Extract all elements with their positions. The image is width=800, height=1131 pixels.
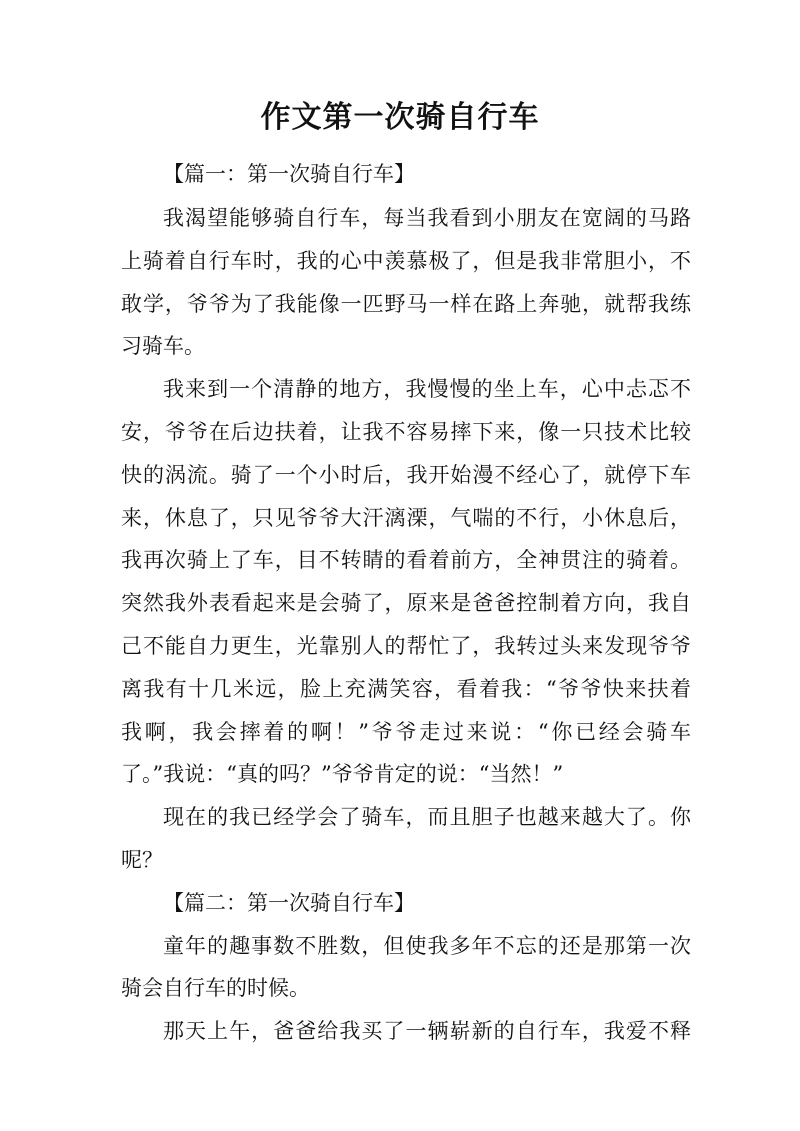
- paragraph-line: 离我有十几米远，脸上充满笑容，看着我：“爷爷快来扶着: [121, 677, 691, 701]
- paragraph-line: 了。”我说：“真的吗？”爷爷肯定的说：“当然！”: [121, 762, 564, 786]
- paragraph-line: 现在的我已经学会了骑车，而且胆子也越来越大了。你: [163, 805, 691, 829]
- paragraph-line: 我啊，我会摔着的啊！”爷爷走过来说：“你已经会骑车: [121, 720, 691, 744]
- paragraph-line: 我来到一个清静的地方，我慢慢的坐上车，心中忐忑不: [163, 377, 691, 401]
- paragraph-line: 那天上午，爸爸给我买了一辆崭新的自行车，我爱不释: [163, 1019, 691, 1043]
- document-title: 作文第一次骑自行车: [260, 100, 540, 135]
- paragraph-line: 我再次骑上了车，目不转睛的看着前方，全神贯注的骑着。: [121, 548, 691, 572]
- paragraph-line: 敢学，爷爷为了我能像一匹野马一样在路上奔驰，就帮我练: [121, 292, 691, 316]
- paragraph-line: 己不能自力更生，光靠别人的帮忙了，我转过头来发现爷爷: [121, 634, 691, 658]
- paragraph-line: 快的涡流。骑了一个小时后，我开始漫不经心了，就停下车: [121, 463, 691, 487]
- paragraph-line: 突然我外表看起来是会骑了，原来是爸爸控制着方向，我自: [121, 591, 691, 615]
- paragraph-line: 我渴望能够骑自行车，每当我看到小朋友在宽阔的马路: [163, 206, 691, 230]
- paragraph-line: 习骑车。: [121, 334, 205, 358]
- paragraph-line: 童年的趣事数不胜数，但使我多年不忘的还是那第一次: [163, 934, 691, 958]
- paragraph-line: 上骑着自行车时，我的心中羡慕极了，但是我非常胆小，不: [121, 249, 691, 273]
- paragraph-line: 呢？: [121, 848, 163, 872]
- section-heading: 【篇一：第一次骑自行车】: [163, 162, 415, 186]
- paragraph-line: 安，爷爷在后边扶着，让我不容易摔下来，像一只技术比较: [121, 420, 691, 444]
- paragraph-line: 骑会自行车的时候。: [121, 976, 310, 1000]
- section-heading: 【篇二：第一次骑自行车】: [163, 891, 415, 915]
- paragraph-line: 来，休息了，只见爷爷大汗漓溧，气喘的不行，小休息后，: [121, 506, 691, 530]
